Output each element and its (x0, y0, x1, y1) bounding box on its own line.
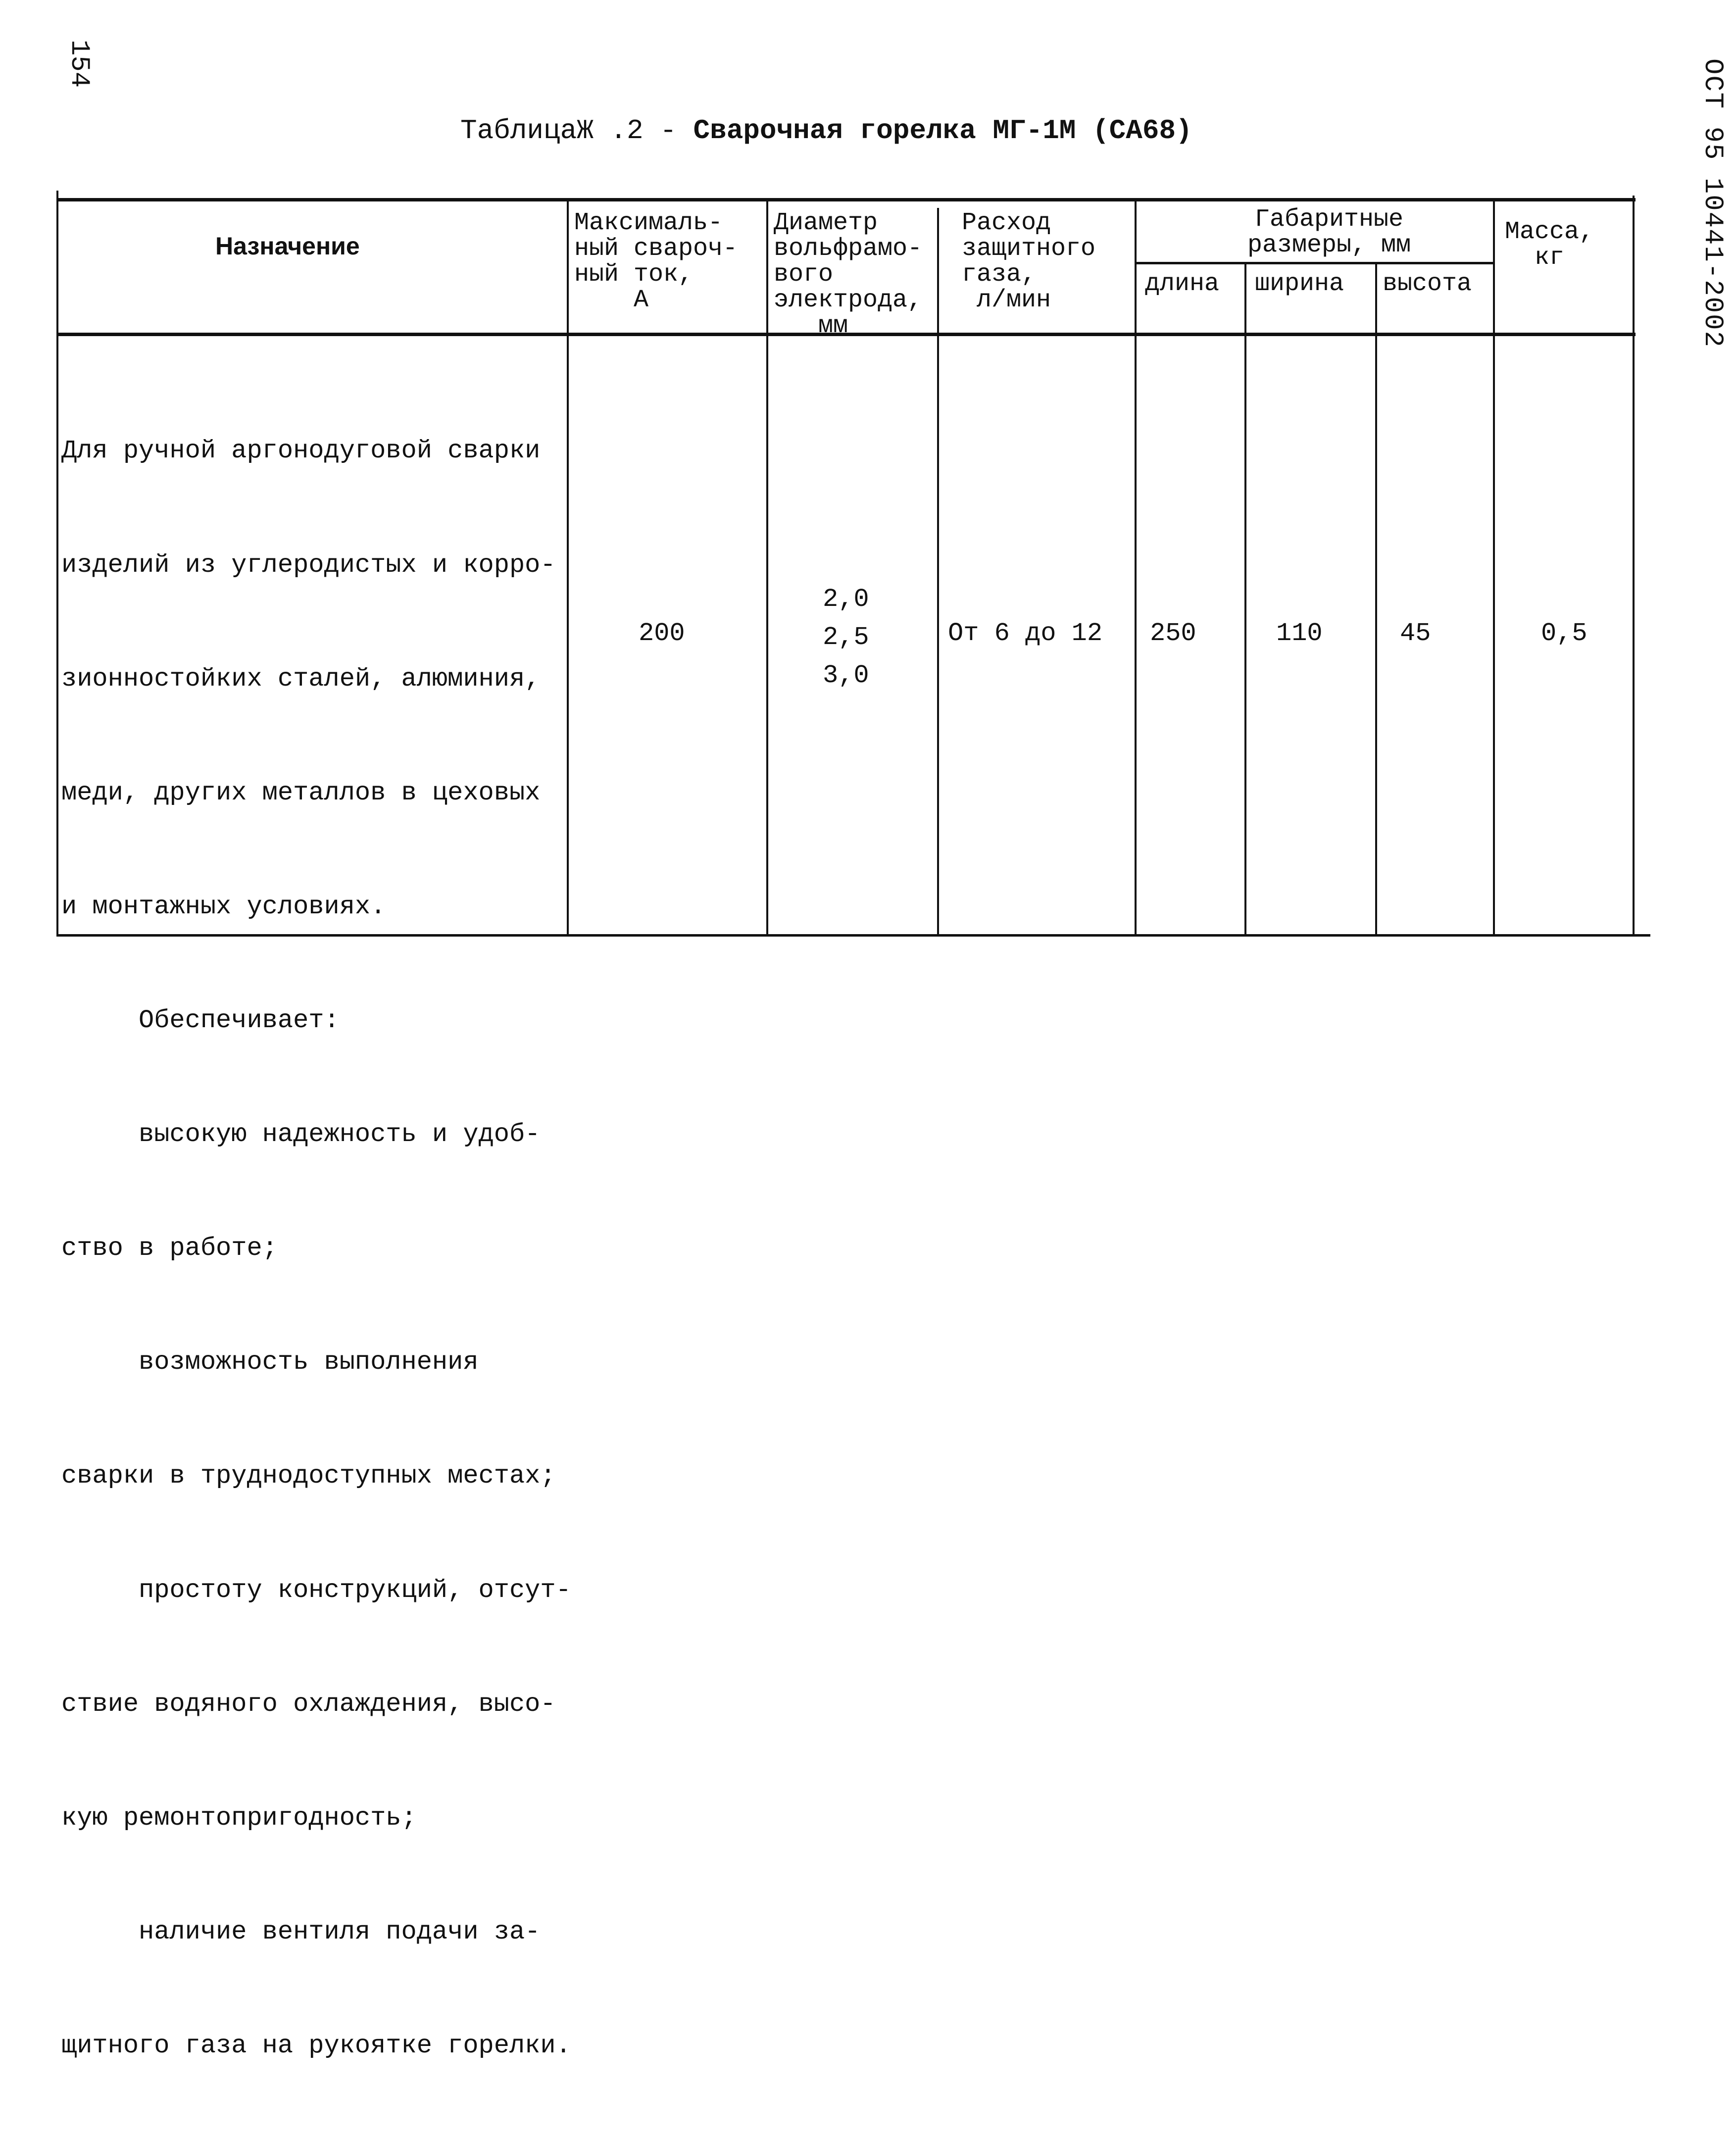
table-top-border (56, 198, 1636, 201)
mass-value: 0,5 (1541, 619, 1587, 648)
purpose-line: высокую надежность и удоб- (61, 1120, 541, 1149)
purpose-line: меди, других металлов в цеховых (61, 778, 541, 807)
page-number: 154 (64, 40, 94, 88)
length-value: 250 (1150, 619, 1196, 648)
col-divider (1633, 196, 1635, 936)
purpose-line: щитного газа на рукоятке горелки. (61, 2031, 571, 2060)
header-gas-flow: Расход защитного газа, л/мин (962, 209, 1096, 314)
header-length: длина (1145, 270, 1220, 298)
purpose-line: ство в работе; (61, 1234, 278, 1263)
col-divider (1135, 199, 1137, 936)
purpose-line: ствие водяного охлаждения, высо- (61, 1689, 556, 1719)
col-divider (1375, 263, 1377, 936)
gas-flow-value: От 6 до 12 (948, 619, 1103, 648)
purpose-line: зионностойких сталей, алюминия, (61, 664, 541, 694)
table-title-text: Сварочная горелка МГ-1М (СА68) (693, 115, 1192, 147)
purpose-line: наличие вентиля подачи за- (61, 1917, 541, 1946)
dimensions-subheader-line (1135, 262, 1493, 264)
purpose-line: изделий из углеродистых и корро- (61, 550, 556, 580)
purpose-line: возможность выполнения (61, 1347, 479, 1377)
header-max-current: Максималь- ный свароч- ный ток, А (574, 209, 738, 314)
col-divider (937, 208, 939, 936)
purpose-line: Обеспечивает: (61, 1005, 340, 1035)
purpose-description (61, 356, 571, 2141)
purpose-line: простоту конструкций, отсут- (61, 1575, 571, 1605)
col-divider (766, 199, 768, 936)
header-mass: Масса, кг (1505, 218, 1594, 272)
width-value: 110 (1276, 619, 1323, 648)
purpose-line: кую ремонтопригодность; (61, 1803, 417, 1833)
header-purpose: Назначение (215, 232, 360, 260)
col-divider (56, 191, 58, 936)
header-height: высота (1383, 270, 1472, 298)
col-divider (1244, 263, 1246, 936)
electrode-diameter-values: 2,0 2,5 3,0 (823, 585, 869, 690)
height-value: 45 (1400, 619, 1431, 648)
purpose-line: сварки в труднодоступных местах; (61, 1461, 556, 1491)
purpose-line: Для ручной аргонодуговой сварки (61, 436, 541, 466)
max-current-value: 200 (639, 619, 685, 648)
header-dimensions: Габаритные размеры, мм (1247, 205, 1411, 259)
header-electrode-diameter: Диаметр вольфрамо- вого электрода, мм (774, 209, 923, 340)
document-id: ОСТ 95 10441-2002 (1697, 58, 1728, 348)
table-title-prefix: ТаблицаЖ .2 - (460, 115, 694, 147)
table-title (460, 115, 1192, 147)
header-width: ширина (1255, 270, 1344, 298)
purpose-line: и монтажных условиях. (61, 892, 386, 921)
col-divider (1493, 199, 1495, 936)
